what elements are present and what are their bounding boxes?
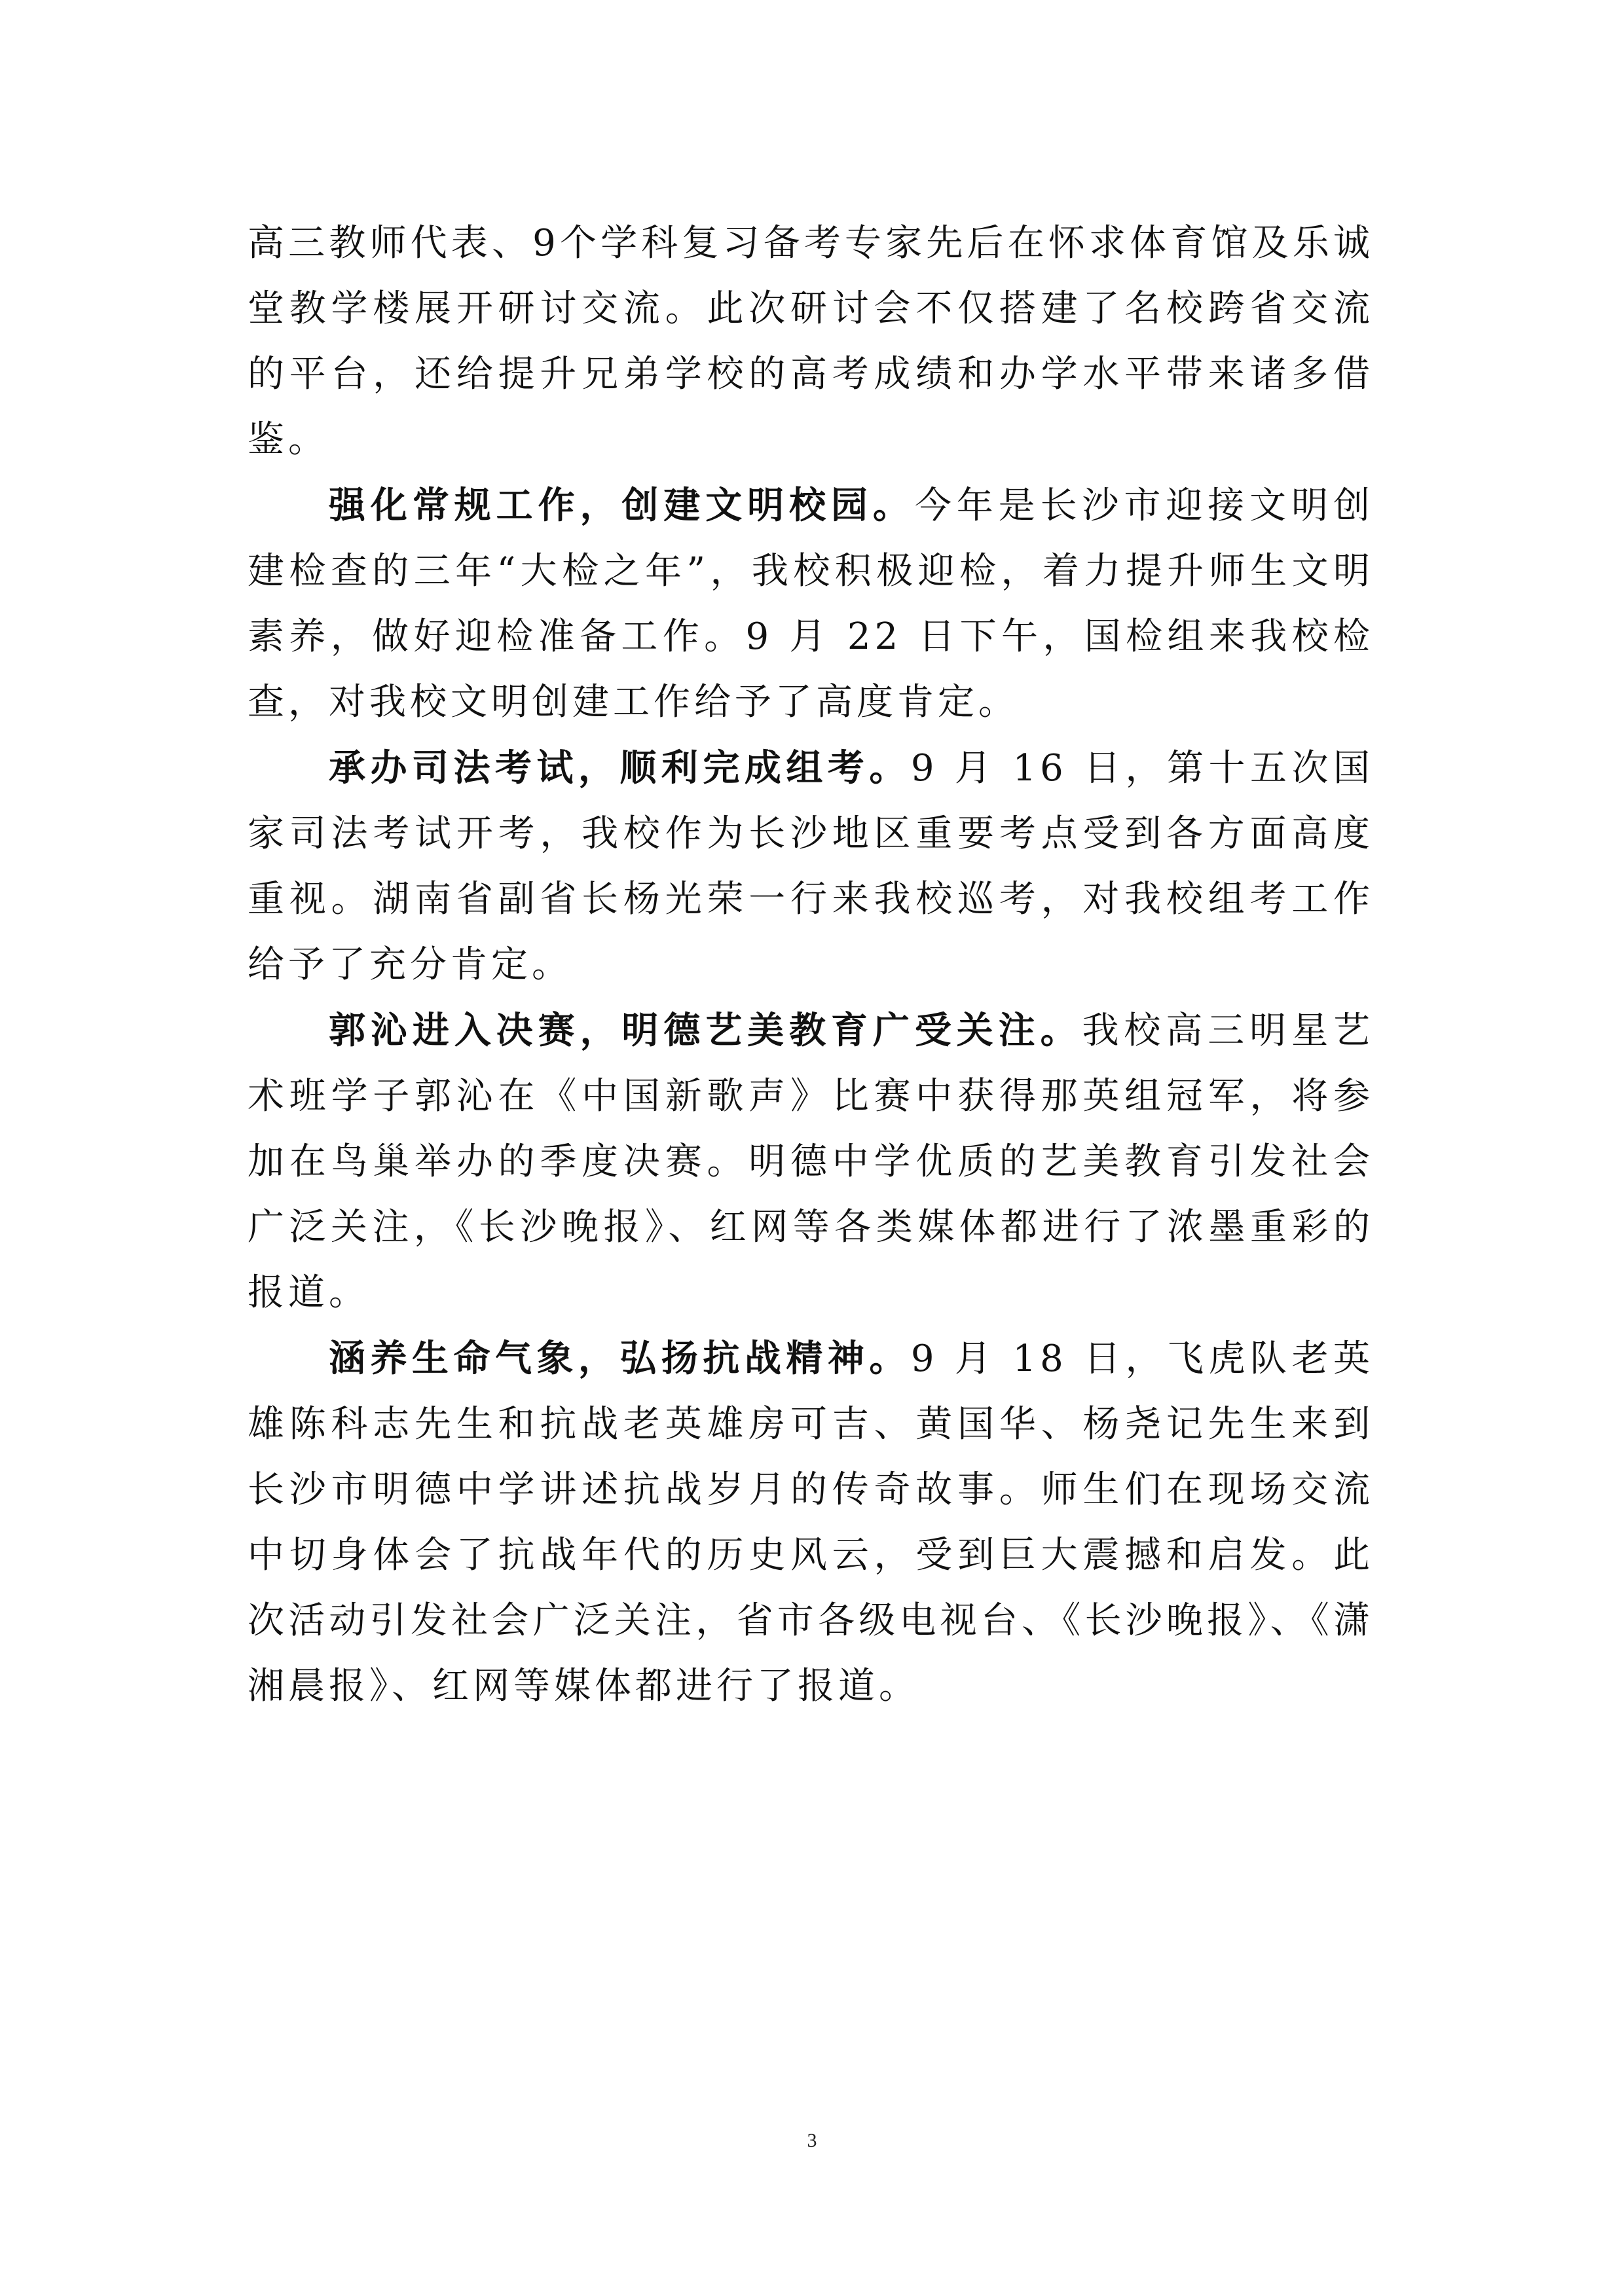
paragraph-heading: 承办司法考试，顺利完成组考。 (329, 746, 911, 790)
paragraph-text: 9 月 18 日，飞虎队老英雄陈科志先生和抗战老英雄房可吉、黄国华、杨尧记先生来到长沙市明德中学讲述抗战岁月的传奇故事。师生们在现场交流中切身体会了抗战年代的历史风云，受到巨大震撼和启发。此次活动引发社会广泛关注，省市各级电视台、《长沙晚报》、《潇湘晨报》、红网等媒体都进行了报道。 (248, 1338, 1374, 1707)
paragraph-art-education (248, 998, 1374, 1326)
paragraph-heading: 郭沁进入决赛，明德艺美教育广受关注。 (329, 1009, 1082, 1052)
document-body (248, 211, 1374, 1719)
paragraph-text: 我校高三明星艺术班学子郭沁在《中国新歌声》比赛中获得那英组冠军，将参加在鸟巢举办的季度决赛。明德中学优质的艺美教育引发社会广泛关注，《长沙晚报》、红网等各类媒体都进行了浓墨重彩的报道。 (248, 1010, 1375, 1314)
paragraph-text: 高三教师代表、9个学科复习备考专家先后在怀求体育馆及乐诚堂教学楼展开研讨交流。此次研讨会不仅搭建了名校跨省交流的平台，还给提升兄弟学校的高考成绩和办学水平带来诸多借鉴。 (248, 222, 1374, 461)
paragraph-text: 今年是长沙市迎接文明创建检查的三年“大检之年”，我校积极迎检，着力提升师生文明素养，做好迎检准备工作。9 月 22 日下午，国检组来我校检查，对我校文明创建工作给予了高度肯定。 (248, 484, 1375, 723)
paragraph-civilized-campus (248, 473, 1374, 735)
paragraph-judicial-exam (248, 735, 1374, 998)
paragraph-heading: 强化常规工作，创建文明校园。 (329, 484, 915, 527)
paragraph-text: 9 月 16 日，第十五次国家司法考试开考，我校作为长沙地区重要考点受到各方面高度重视。湖南省副省长杨光荣一行来我校巡考，对我校组考工作给予了充分肯定。 (248, 747, 1374, 986)
paragraph-war-spirit (248, 1326, 1374, 1719)
paragraph-heading: 涵养生命气象，弘扬抗战精神。 (329, 1337, 911, 1380)
page-number: 3 (807, 2130, 817, 2151)
paragraph-seminar-continued (248, 211, 1374, 473)
